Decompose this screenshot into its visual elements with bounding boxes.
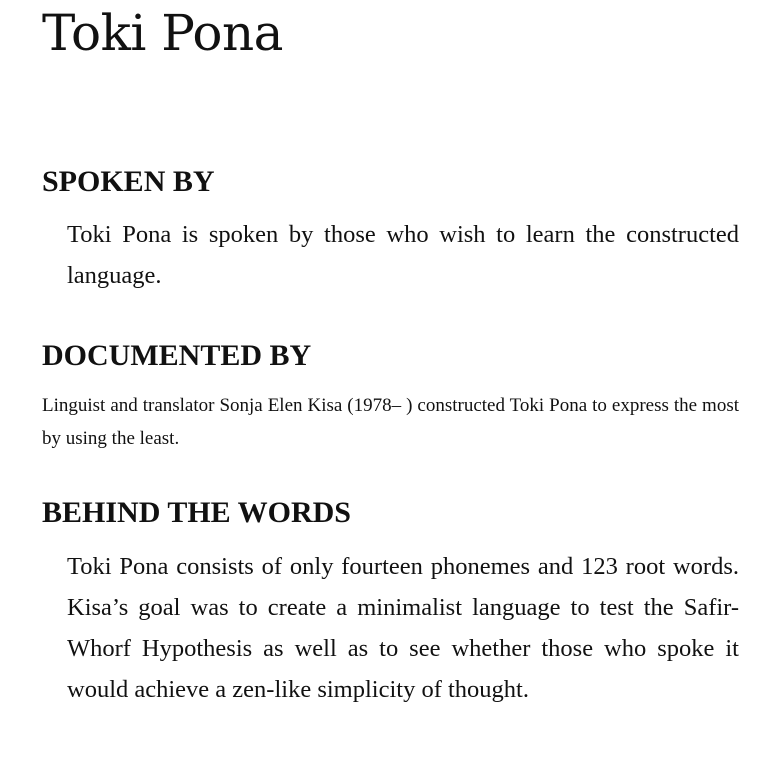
section-heading-spoken-by: SPOKEN BY	[42, 165, 215, 198]
section-heading-behind-the-words: BEHIND THE WORDS	[42, 496, 351, 529]
page-title: Toki Pona	[42, 4, 283, 62]
section-body-behind-the-words: Toki Pona consists of only fourteen phonemes and 123 root words. Kisa’s goal was to create a minimalist language to test the Safir-Whorf Hypothesis as well as to see whether those who spoke it would achieve a zen-like simplicity of thought.	[67, 553, 739, 703]
section-body-documented-by: Linguist and translator Sonja Elen Kisa (1978– ) constructed Toki Pona to express the most by using the least.	[42, 395, 739, 449]
section-heading-documented-by: DOCUMENTED BY	[42, 339, 312, 372]
section-body-spoken-by: Toki Pona is spoken by those who wish to learn the constructed language.	[67, 221, 739, 289]
